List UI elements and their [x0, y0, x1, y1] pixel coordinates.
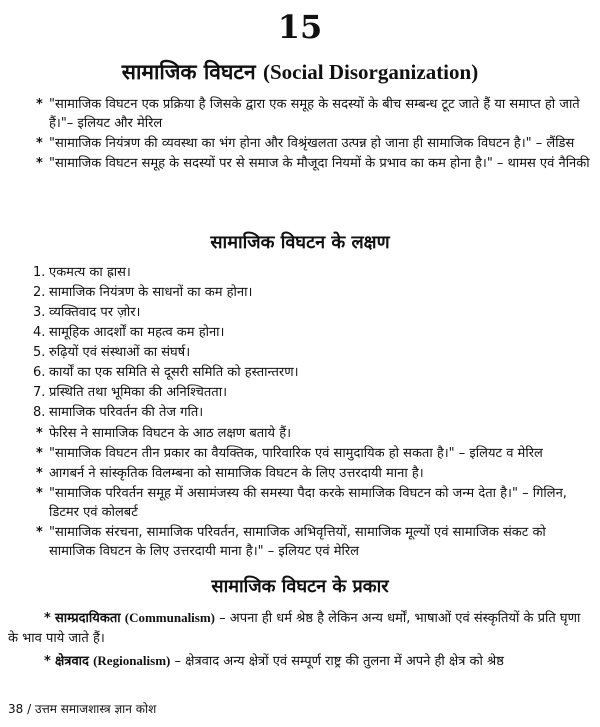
list-text: व्यक्तिवाद पर ज़ोर। [49, 305, 141, 320]
bullet-star: * [44, 611, 51, 626]
type-item-communalism [8, 608, 593, 649]
list-item [33, 303, 588, 323]
bullet-item [36, 464, 591, 483]
bullet-text: "सामाजिक संरचना, सामाजिक परिवर्तन, सामाजिक अभिवृत्तियों, सामाजिक मूल्यों एवं सामाजिक संकट को सामाजिक विघटन के लिए उत्तरदायी माना है।" – इलियट एवं मेरिल [49, 525, 546, 559]
type-item-regionalism [8, 651, 593, 672]
list-number: 7. [33, 385, 46, 400]
bullet-star: * [36, 466, 43, 481]
definition-item [36, 134, 591, 153]
definition-text: "सामाजिक विघटन समूह के सदस्यों पर से समाज के मौजूदा नियमों के प्रभाव का कम होना है।" – थामस एवं नैनिकी [49, 156, 590, 171]
list-number: 5. [33, 345, 46, 360]
features-numbered-list [33, 263, 588, 423]
bullet-star: * [36, 136, 43, 151]
section-heading-types: सामाजिक विघटन के प्रकार [211, 576, 389, 597]
list-item [33, 383, 588, 403]
list-number: 1. [33, 265, 46, 280]
bullet-star: * [36, 525, 43, 540]
bullet-item [36, 424, 591, 443]
list-number: 4. [33, 325, 46, 340]
definition-item [36, 154, 591, 173]
bullet-text: "सामाजिक विघटन तीन प्रकार का वैयक्तिक, पारिवारिक एवं सामुदायिक हो सकता है।" – इलियट व मेरिल [49, 446, 543, 461]
list-text: सामाजिक परिवर्तन की तेज गति। [49, 405, 204, 420]
term-hindi: क्षेत्रवाद [54, 654, 89, 669]
definition-item [36, 95, 591, 133]
list-number: 6. [33, 365, 46, 380]
list-text: प्रस्थिति तथा भूमिका की अनिश्चितता। [49, 385, 228, 400]
list-item [33, 403, 588, 423]
list-item [33, 323, 588, 343]
section-heading-features: सामाजिक विघटन के लक्षण [210, 232, 390, 253]
list-text: एकमत्य का ह्रास। [49, 265, 131, 280]
term-description: – अपना ही धर्म श्रेष्ठ है लेकिन अन्य धर्मों, भाषाओं एवं संस्कृतियों के प्रति घृणा के भाव पाये जाते हैं। [8, 611, 581, 646]
chapter-number: 15 [277, 8, 323, 46]
bullet-text: "सामाजिक परिवर्तन समूह में असामंजस्य की समस्या पैदा करके सामाजिक विघटन को जन्म देता है।" – गिलिन, डिटमर एवं कोलबर्ट [49, 486, 567, 520]
chapter-title-hindi: सामाजिक विघटन [121, 60, 256, 84]
term-description: – क्षेत्रवाद अन्य क्षेत्रों एवं सम्पूर्ण राष्ट्र की तुलना में अपने ही क्षेत्र को श्रेष्ठ [174, 654, 504, 669]
list-item [33, 343, 588, 363]
list-text: सामूहिक आदर्शों का महत्व कम होना। [49, 325, 225, 340]
term-english: (Communalism) [124, 610, 216, 625]
bullet-item [36, 484, 591, 522]
list-text: रुढ़ियों एवं संस्थाओं का संघर्ष। [49, 345, 191, 360]
list-text: कार्यों का एक समिति से दूसरी समिति को हस्तान्तरण। [49, 365, 299, 380]
bullet-star: * [36, 97, 43, 112]
list-item [33, 263, 588, 283]
list-item [33, 283, 588, 303]
bullet-star: * [36, 426, 43, 441]
definitions-list [36, 95, 591, 174]
chapter-title [0, 58, 600, 86]
bullet-item [36, 523, 591, 561]
page-footer: 38 / उत्तम समाजशास्त्र ज्ञान कोश [8, 702, 157, 716]
chapter-title-english: (Social Disorganization) [262, 60, 479, 84]
definition-text: "सामाजिक विघटन एक प्रक्रिया है जिसके द्वारा एक समूह के सदस्यों के बीच सम्बन्ध टूट जाते हैं या समाप्त हो जाते हैं।"– इलियट और मेरिल [49, 97, 580, 131]
bullet-star: * [36, 156, 43, 171]
bullet-text: आगबर्न ने सांस्कृतिक विलम्बना को सामाजिक विघटन के लिए उत्तरदायी माना है। [49, 466, 424, 481]
bullet-text: फेरिस ने सामाजिक विघटन के आठ लक्षण बताये हैं। [49, 426, 292, 441]
term-hindi: साम्प्रदायिकता [54, 611, 121, 626]
term-english: (Regionalism) [93, 653, 171, 668]
bullet-item [36, 444, 591, 463]
list-item [33, 363, 588, 383]
list-number: 2. [33, 285, 46, 300]
bullet-star: * [36, 446, 43, 461]
definition-text: "सामाजिक नियंत्रण की व्यवस्था का भंग होना और विश्रृंखलता उत्पन्न हो जाना ही सामाजिक विघटन है।" – लैंडिस [49, 136, 575, 151]
features-bullet-list [36, 424, 591, 562]
list-number: 8. [33, 405, 46, 420]
bullet-star: * [44, 654, 51, 669]
list-number: 3. [33, 305, 46, 320]
list-text: सामाजिक नियंत्रण के साधनों का कम होना। [49, 285, 253, 300]
bullet-star: * [36, 486, 43, 501]
